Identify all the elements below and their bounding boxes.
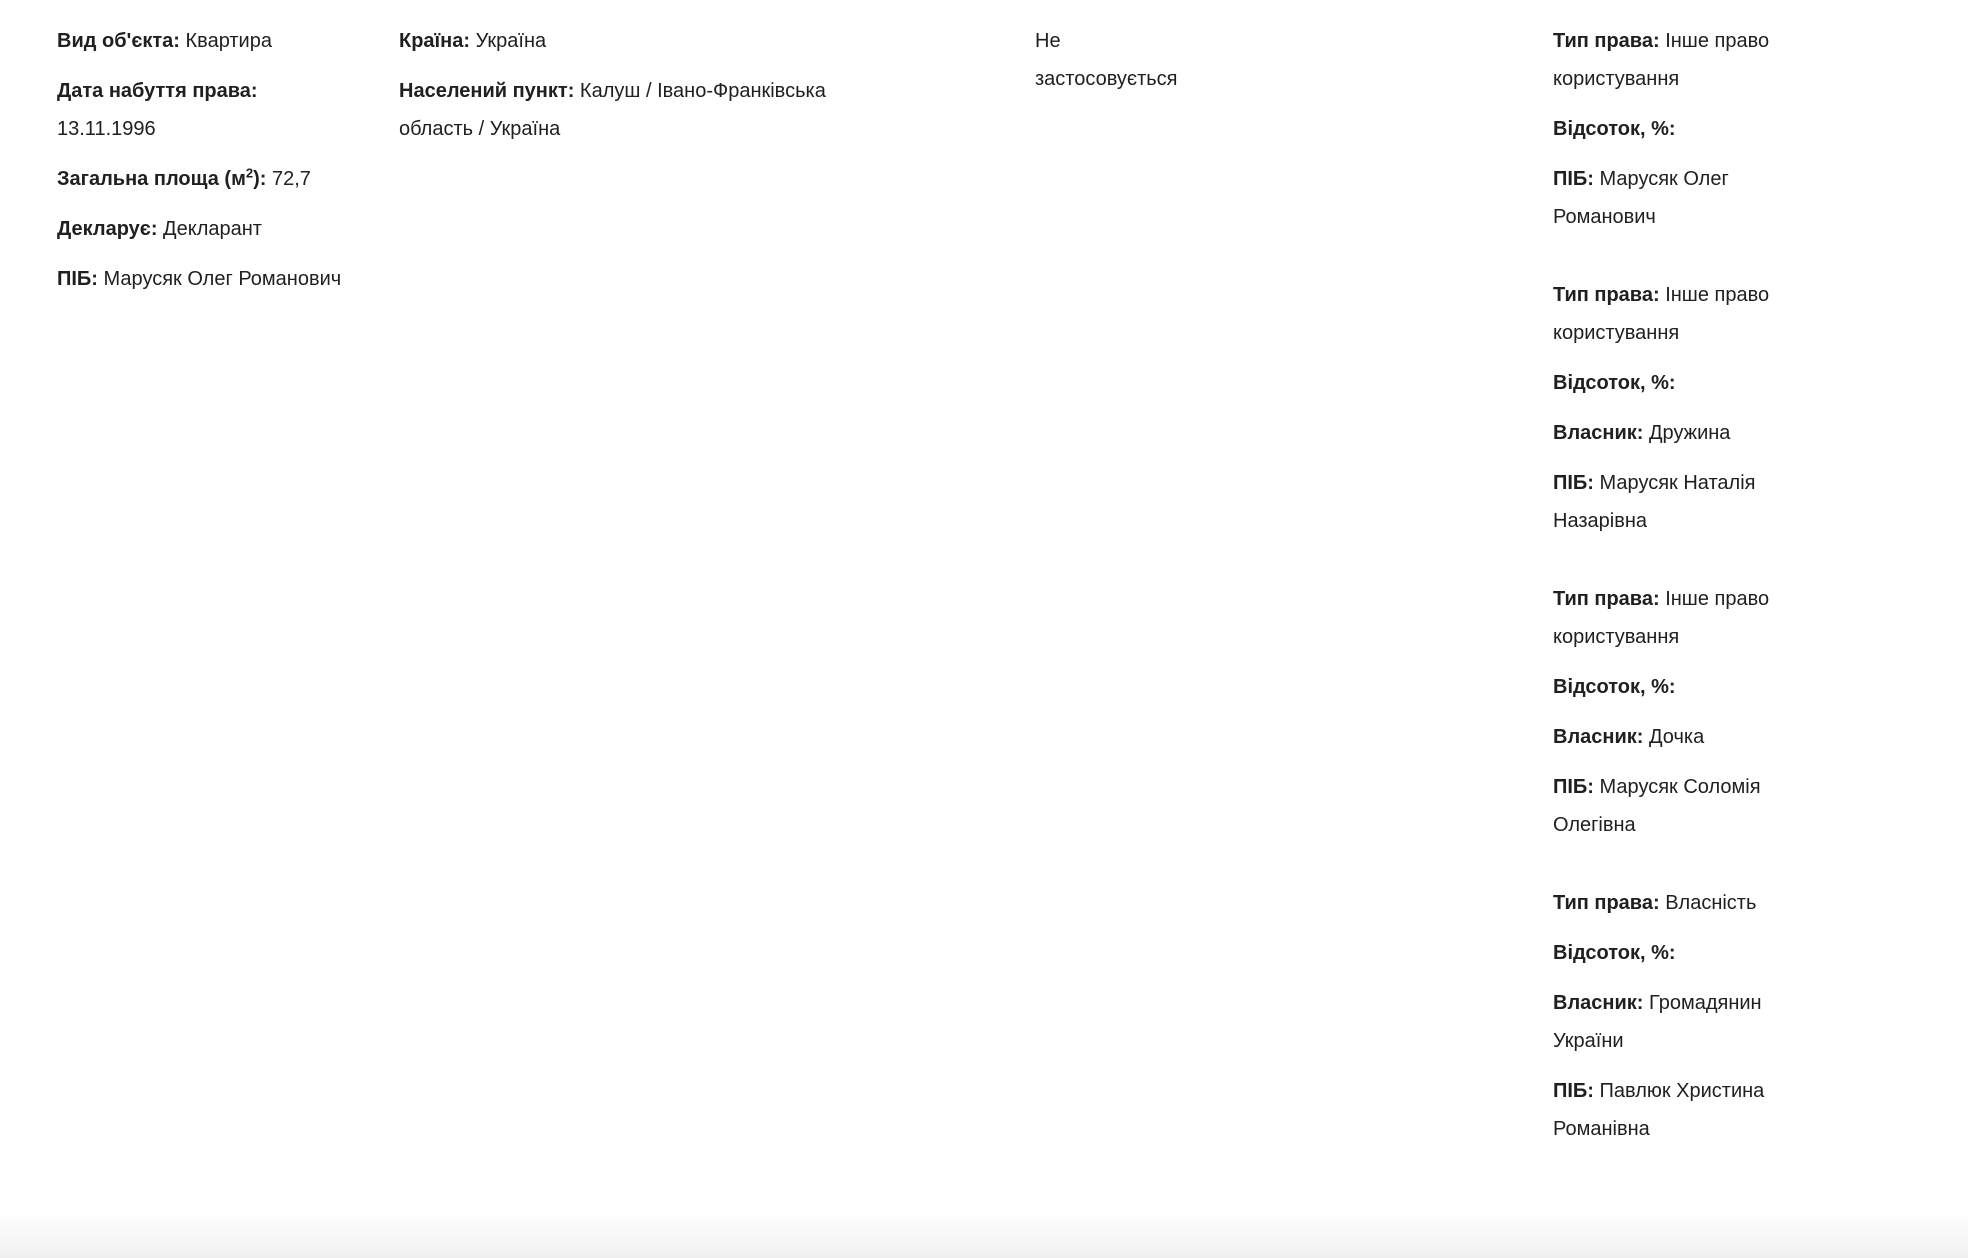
field-label: Населений пункт: — [399, 80, 575, 102]
field-value: Марусяк Олег Романович — [103, 268, 342, 290]
field-label: Країна: — [399, 30, 471, 52]
footer-fade — [0, 1212, 1968, 1258]
field-value: Власність — [1665, 892, 1757, 914]
field-label: Власник: — [1553, 992, 1644, 1014]
field-value: Дочка — [1649, 726, 1705, 748]
field-label: Дата набуття права: — [57, 80, 258, 102]
field-value: Марусяк Наталія Назарівна — [1553, 472, 1756, 532]
field-value: Марусяк Олег Романович — [1553, 168, 1729, 228]
object-details-column — [0, 22, 399, 310]
superscript-2: 2 — [245, 165, 254, 181]
field-percent — [1553, 934, 1823, 972]
field-person-name — [1553, 160, 1823, 236]
field-declarant-name — [57, 260, 342, 298]
field-label: Тип права: — [1553, 588, 1660, 610]
field-value: Інше право користування — [1553, 284, 1770, 344]
field-right-type — [1553, 276, 1823, 352]
field-label: Відсоток, %: — [1553, 372, 1676, 394]
field-settlement — [399, 72, 895, 148]
field-label: Декларує: — [57, 218, 158, 240]
field-value: Марусяк Соломія Олегівна — [1553, 776, 1761, 836]
location-column — [399, 22, 1035, 160]
field-person-name — [1553, 464, 1823, 540]
field-value: Павлюк Христина Романівна — [1553, 1080, 1765, 1140]
rights-block — [1553, 276, 1823, 540]
field-value: Громадянин України — [1553, 992, 1762, 1052]
area-label-text: Загальна площа (м — [57, 168, 246, 190]
field-label: ПІБ: — [1553, 168, 1594, 190]
area-label-tail: ): — [253, 168, 267, 190]
field-right-type — [1553, 580, 1823, 656]
field-value: Дружина — [1649, 422, 1731, 444]
field-label: Відсоток, %: — [1553, 942, 1676, 964]
field-owner — [1553, 718, 1823, 756]
field-acquisition-date — [57, 72, 342, 148]
field-declares — [57, 210, 342, 248]
field-owner — [1553, 414, 1823, 452]
rights-column — [1553, 22, 1968, 1160]
field-value: Інше право користування — [1553, 588, 1770, 648]
not-applicable-text: Не застосовується — [1035, 30, 1178, 90]
field-value: Декларант — [163, 218, 262, 240]
field-label: Власник: — [1553, 726, 1644, 748]
field-label: Відсоток, %: — [1553, 118, 1676, 140]
valuation-column — [1035, 22, 1553, 110]
field-right-type — [1553, 22, 1823, 98]
field-label: Власник: — [1553, 422, 1644, 444]
field-label: Тип права: — [1553, 284, 1660, 306]
rights-block — [1553, 580, 1823, 844]
field-value: 13.11.1996 — [57, 118, 156, 140]
field-value: Інше право користування — [1553, 30, 1770, 90]
field-label: ПІБ: — [1553, 776, 1594, 798]
field-label: Тип права: — [1553, 30, 1660, 52]
field-label: Вид об'єкта: — [57, 30, 180, 52]
field-total-area — [57, 160, 342, 198]
field-percent — [1553, 364, 1823, 402]
field-label: ПІБ: — [1553, 472, 1594, 494]
field-object-type — [57, 22, 342, 60]
field-value: Україна — [475, 30, 547, 52]
field-value: Калуш / Івано-Франківська область / Україна — [399, 80, 826, 140]
field-label: Тип права: — [1553, 892, 1660, 914]
field-value: Квартира — [185, 30, 272, 52]
field-percent — [1553, 110, 1823, 148]
rights-block — [1553, 884, 1823, 1148]
field-label: ПІБ: — [57, 268, 98, 290]
field-person-name — [1553, 1072, 1823, 1148]
field-label: ПІБ: — [1553, 1080, 1594, 1102]
field-label: Відсоток, %: — [1553, 676, 1676, 698]
field-country — [399, 22, 895, 60]
field-percent — [1553, 668, 1823, 706]
field-label — [57, 165, 267, 190]
field-owner — [1553, 984, 1823, 1060]
field-person-name — [1553, 768, 1823, 844]
rights-block — [1553, 22, 1823, 236]
field-right-type — [1553, 884, 1823, 922]
field-value: 72,7 — [271, 168, 311, 190]
